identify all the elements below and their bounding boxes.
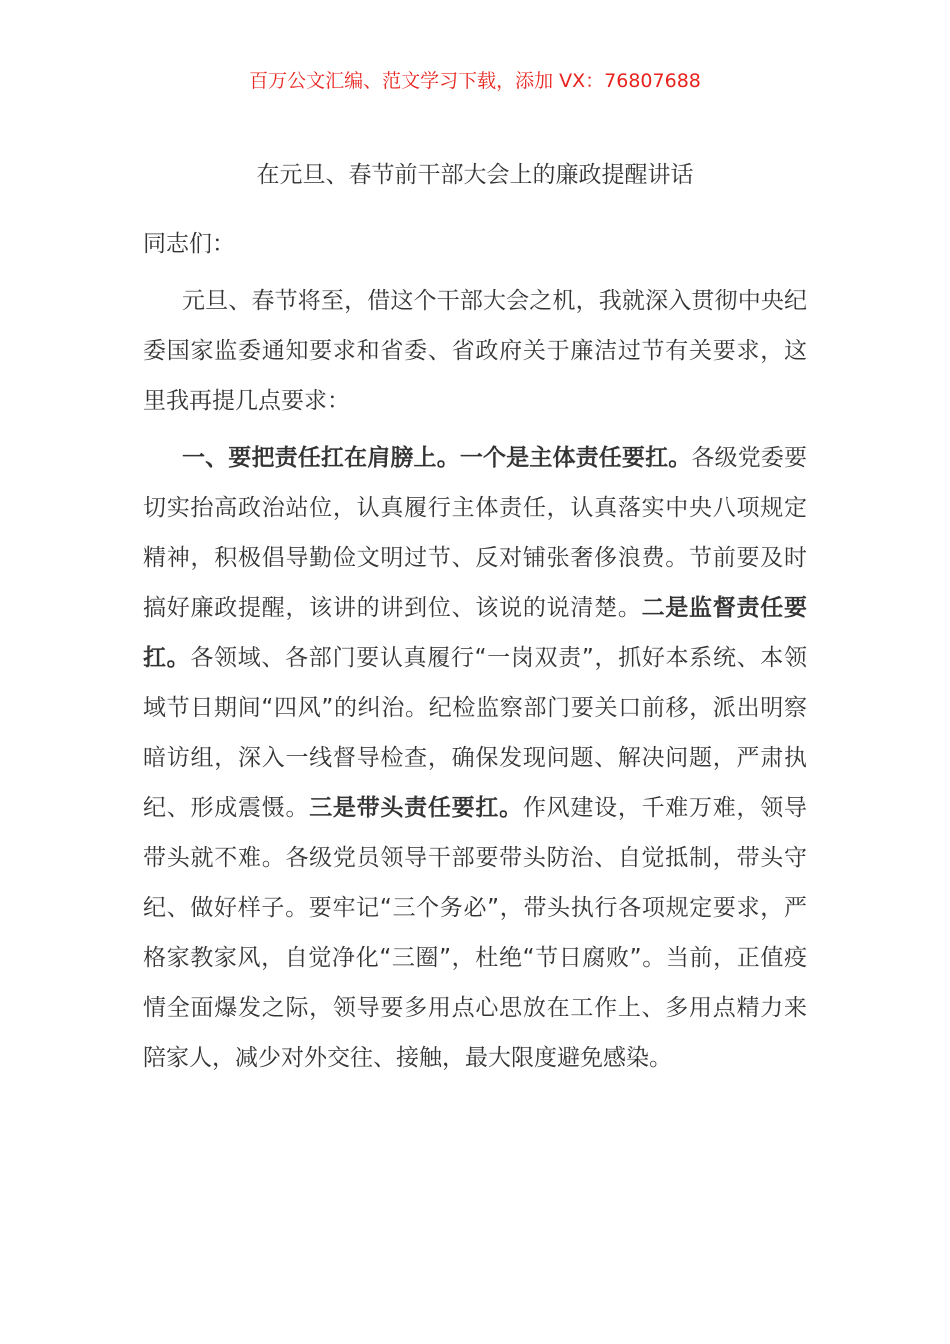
point-2-heading: 二是监督责任要扛。 [143,595,808,671]
section-1-heading: 一、要把责任扛在肩膀上。 [182,445,460,471]
watermark-header: 百万公文汇编、范文学习下载，添加 VX：76807688 [249,70,701,92]
intro-paragraph: 元旦、春节将至，借这个干部大会之机，我就深入贯彻中央纪委国家监委通知要求和省委、省政府关于廉洁过节有关要求，这里我再提几点要求： [143,288,807,414]
salutation: 同志们： [143,231,235,257]
point-2-text: 各领域、各部门要认真履行“一岗双责”，抓好本系统、本领域节日期间“四风”的纠治。纪检监察部门要关口前移，派出明察暗访组，深入一线督导检查，确保发现问题、解决问题，严肃执纪、形成震慑。 [143,645,807,821]
point-3-heading: 三是带头责任要扛。 [309,795,523,821]
section-1-paragraph [143,433,807,1083]
point-1-text: 各级党委要切实抬高政治站位，认真履行主体责任，认真落实中央八项规定精神，积极倡导勤俭文明过节、反对铺张奢侈浪费。节前要及时搞好廉政提醒，该讲的讲到位、该说的说清楚。 [143,445,808,621]
point-3-text: 作风建设，千难万难，领导带头就不难。各级党员领导干部要带头防治、自觉抵制，带头守纪、做好样子。要牢记“三个务必”，带头执行各项规定要求，严格家教家风，自觉净化“三圈”，杜绝“节日腐败”。当前，正值疫情全面爆发之际，领导要多用点心思放在工作上、多用点精力来陪家人，减少对外交往、接触，最大限度避免感染。 [143,795,808,1071]
document-body [143,219,807,1083]
document-title: 在元旦、春节前干部大会上的廉政提醒讲话 [256,162,694,188]
point-1-heading: 一个是主体责任要扛。 [459,445,692,471]
